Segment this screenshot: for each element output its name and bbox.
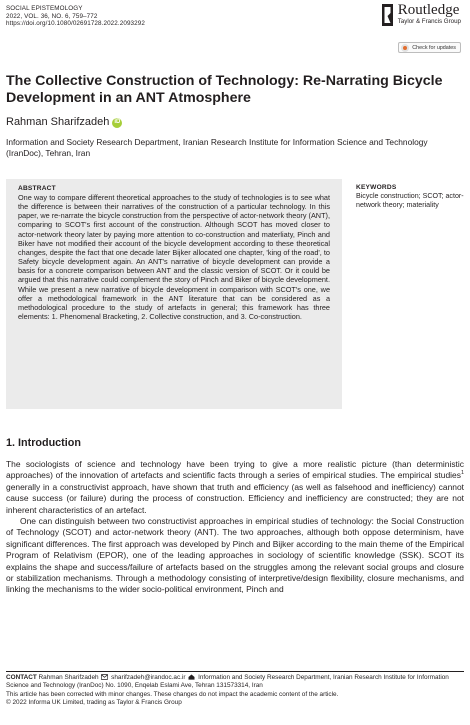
email-icon (101, 674, 108, 680)
author-line (6, 116, 122, 129)
section-heading-introduction: 1. Introduction (6, 437, 81, 449)
contact-name: Rahman Sharifzadeh (38, 674, 99, 681)
article-title: The Collective Construction of Technology: Re-Narrating Bicycle Development in an ANT Atmosphere (6, 73, 443, 106)
publisher-block (382, 3, 461, 26)
journal-header (6, 5, 145, 28)
abstract-box (6, 179, 342, 409)
check-updates-label: Check for updates (412, 44, 456, 51)
contact-label: CONTACT (6, 674, 37, 681)
journal-citation: 2022, VOL. 36, NO. 6, 759–772 (6, 12, 98, 20)
footer-divider (6, 671, 464, 672)
author-affiliation: Information and Society Research Department, Iranian Research Institute for Information Science and Technology (IranDoc), Tehran, Iran (6, 137, 428, 159)
contact-line (6, 674, 466, 691)
footnote-marker[interactable]: 1 (460, 470, 464, 477)
abstract-text: One way to compare different theoretical approaches to the study of technologies is to see what the difference is between their narratives of the construction of a particular technology. In this paper, we re-narrate the bicycle construction from the perspective of actor-network theory (ANT), comparing to SCOT's first account of the construction. Although SCOT has moved closer to actor-network theory later by paying more attention to co-construction and materliaty, Pinch and Biker have not modified their account of the bicycle development according to these theoretical changes, despite the fact that one decade later Bijker allocated one chapter, 'king of the road', to Safety bicycle development again. An ANT's narrative of bicycle development can provide a basis for a concrete comparison between ANT and the classic version of SCOT. Or it could be argued that this narrative could complement the story of Pinch and Biker of bicycle development. While we present a new narrative of bicycle development in comparison with SCOT's one, we offer a methodological framework in the ANT literature that can be considered as a methodological procedure to the study of artefacts in general; this framework has three elements: 1. Phenomenal Bracketing, 2. Collective construction, and 3. Co-construction. (18, 193, 330, 322)
author-name: Rahman Sharifzadeh (6, 116, 110, 128)
contact-address: Information and Society Research Department, Iranian Research Institute for Information Science and Technology (IranDoc) No. 1090, Enqelab Eslami Ave, Tehran 131573314, Iran (6, 674, 449, 690)
address-icon (188, 674, 195, 680)
abstract-heading: ABSTRACT (18, 185, 56, 192)
paragraph-text: The sociologists of science and technology have been trying to give a more realistic picture (than deterministic approaches) of the innovation of artefacts and scientific facts through a series of empirical studies. The empirical studies (6, 459, 464, 481)
correction-note: This article has been corrected with minor changes. These changes do not impact the academic content of the article. (6, 690, 339, 698)
paragraph-text: generally in a constructivist approach, have shown that truth and efficiency (as well as falsehood and inefficiency) cannot cause success (or failure) during the process of construction. Efficiency and inefficiency are constructed; they are not inherent characteristics of an artefact. (6, 481, 464, 515)
body-paragraph: One can distinguish between two constructivist approaches in empirical studies of technology: the Social Construction of Technology (SCOT) and actor-network theory (ANT). The two approaches, although both oppose determinism, have significant differences. The first approach was developed by Pinch and Bijker according to the main theme of the Empirical Program of Relativism (EPOR), one of the leading approaches in sociology of scientific knowledge (SSK). SCOT its explains the shape and success/failure of artefacts based on the struggles among the relevant social groups and closure or stabilization mechanisms. Through a methodology consisting of interpretive/design flexibility, closure mechanisms, and linking the mechanisms to the wider socio-political environment, Pinch and (6, 516, 464, 595)
journal-name: SOCIAL EPISTEMOLOGY (6, 5, 83, 12)
journal-doi-link[interactable]: https://doi.org/10.1080/02691728.2022.2093292 (6, 20, 145, 28)
article-footer (6, 674, 466, 707)
check-updates-icon (401, 44, 409, 52)
publisher-subtitle: Taylor & Francis Group (397, 18, 461, 25)
keywords-list: Bicycle construction; SCOT; actor-network theory; materiality (356, 192, 464, 210)
publisher-name: Routledge (397, 2, 460, 18)
orcid-icon[interactable]: iD (112, 118, 122, 128)
article-body (6, 459, 464, 596)
body-paragraph (6, 459, 464, 516)
keywords-heading: KEYWORDS (356, 184, 397, 191)
copyright-line: © 2022 Informa UK Limited, trading as Taylor & Francis Group (6, 698, 182, 706)
routledge-logo-icon (382, 4, 393, 26)
contact-email-link[interactable]: sharifzadeh@irandoc.ac.ir (111, 674, 186, 681)
keywords-block (356, 183, 466, 210)
check-for-updates-button[interactable] (398, 42, 461, 53)
